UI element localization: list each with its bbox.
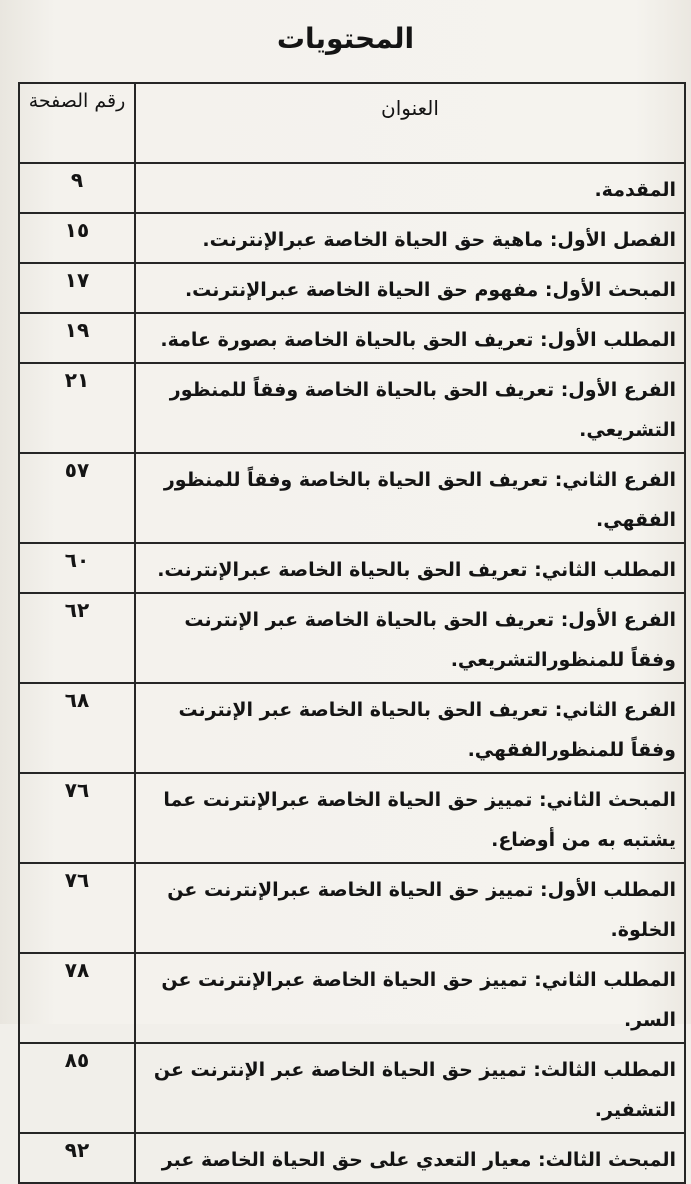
entry-page: ٧٦	[19, 863, 135, 953]
entry-page: ٦٢	[19, 593, 135, 683]
table-header-row	[19, 83, 685, 163]
entry-title: المطلب الثاني: تعريف الحق بالحياة الخاصة عبرالإنترنت.	[135, 543, 685, 593]
entry-title: الفرع الثاني: تعريف الحق الحياة بالخاصة وفقاً للمنظور الفقهي.	[135, 453, 685, 543]
page-title: المحتويات	[276, 22, 415, 55]
entry-page: ٥٧	[19, 453, 135, 543]
entry-page: ١٧	[19, 263, 135, 313]
entry-page: ٩	[19, 163, 135, 213]
table-row	[19, 163, 685, 213]
entry-page: ١٩	[19, 313, 135, 363]
column-header-page-label: رقم الصفحة	[28, 90, 126, 112]
column-header-page	[19, 83, 135, 163]
entry-title: المطلب الثاني: تمييز حق الحياة الخاصة عبرالإنترنت عن السر.	[135, 953, 685, 1043]
table-row	[19, 953, 685, 1043]
entry-title: المبحث الأول: مفهوم حق الحياة الخاصة عبرالإنترنت.	[135, 263, 685, 313]
entry-title: المقدمة.	[135, 163, 685, 213]
entry-page: ٦٨	[19, 683, 135, 773]
entry-title: المبحث الثالث: معيار التعدي على حق الحياة الخاصة عبر	[135, 1133, 685, 1183]
table-of-contents	[18, 82, 686, 1184]
table-row	[19, 683, 685, 773]
entry-title: المطلب الأول: تمييز حق الحياة الخاصة عبرالإنترنت عن الخلوة.	[135, 863, 685, 953]
table-row	[19, 453, 685, 543]
entry-page: ٢١	[19, 363, 135, 453]
table-row	[19, 773, 685, 863]
entry-page: ٧٨	[19, 953, 135, 1043]
entry-page: ١٥	[19, 213, 135, 263]
entry-page: ٨٥	[19, 1043, 135, 1133]
entry-title: الفرع الأول: تعريف الحق بالحياة الخاصة عبر الإنترنت وفقاً للمنظورالتشريعي.	[135, 593, 685, 683]
table-row	[19, 363, 685, 453]
entry-page: ٩٢	[19, 1133, 135, 1183]
table-row	[19, 263, 685, 313]
table-row	[19, 543, 685, 593]
entry-page: ٧٦	[19, 773, 135, 863]
entry-title: المطلب الثالث: تمييز حق الحياة الخاصة عبر الإنترنت عن التشفير.	[135, 1043, 685, 1133]
entry-title: المطلب الأول: تعريف الحق بالحياة الخاصة بصورة عامة.	[135, 313, 685, 363]
table-row	[19, 213, 685, 263]
table-row	[19, 1133, 685, 1183]
entry-title: الفرع الثاني: تعريف الحق بالحياة الخاصة عبر الإنترنت وفقاً للمنظورالفقهي.	[135, 683, 685, 773]
entry-title: الفصل الأول: ماهية حق الحياة الخاصة عبرالإنترنت.	[135, 213, 685, 263]
table-row	[19, 863, 685, 953]
entry-title: المبحث الثاني: تمييز حق الحياة الخاصة عبرالإنترنت عما يشتبه به من أوضاع.	[135, 773, 685, 863]
table-row	[19, 593, 685, 683]
entry-page: ٦٠	[19, 543, 135, 593]
table-row	[19, 313, 685, 363]
column-header-title: العنوان	[135, 83, 685, 163]
entry-title: الفرع الأول: تعريف الحق بالحياة الخاصة وفقاً للمنظور التشريعي.	[135, 363, 685, 453]
table-row	[19, 1043, 685, 1133]
